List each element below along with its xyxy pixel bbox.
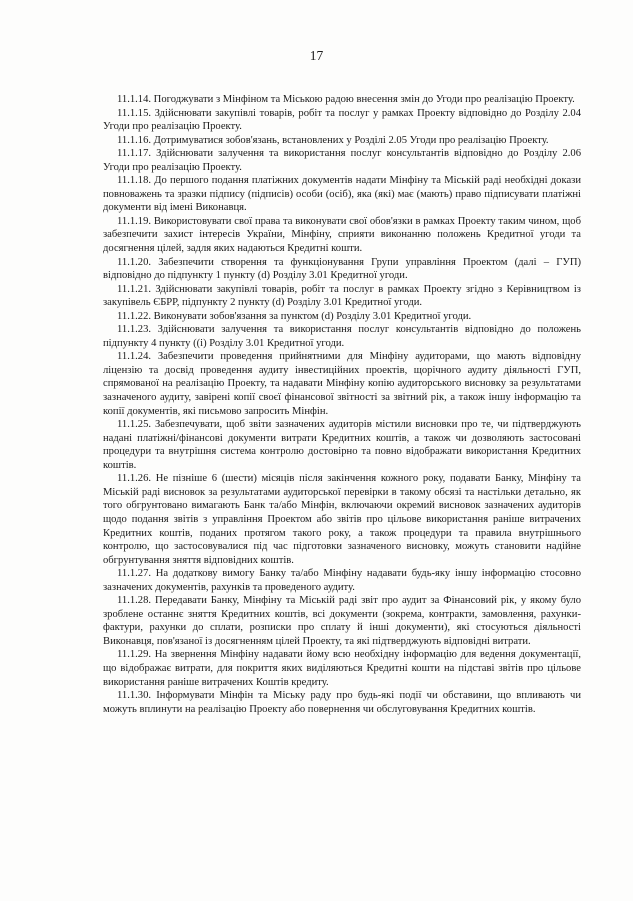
paragraph-11-1-15: 11.1.15. Здійснювати закупівлі товарів, робіт та послуг у рамках Проекту відповідно до Розділу 2.04 Угоди про реалізацію Проекту. <box>103 107 581 133</box>
paragraph-11-1-29: 11.1.29. На звернення Мінфіну надавати йому всю необхідну інформацію для ведення документації, що відображає витрати, для покриття яких виділяються Кредитні кошти на підставі звітів про цільове використання раніше витрачених Коштів кредиту. <box>103 649 581 688</box>
paragraph-11-1-18: 11.1.18. До першого подання платіжних документів надати Мінфіну та Міській раді необхідні докази повноважень та зразки підпису (підписів) особи (осіб), яка (які) має (мають) право підписувати платіжні документи від імені Виконавця. <box>103 175 581 214</box>
page-number: 17 <box>309 48 324 63</box>
paragraph-11-1-26: 11.1.26. Не пізніше 6 (шести) місяців після закінчення кожного року, подавати Банку, Мінфіну та Міській раді висновок за результатами аудиторської перевірки в такому обсязі та настільки детально, як того обгрунтовано вимагають Банк та/або Мінфін, включаючи окремий висновок зазначених аудиторів щодо подання звітів з управління Проектом або звітів про цільове використання раніше витрачених Кредитних коштів, поданих протягом такого року, а також процедури та правила внутрішнього контролю, що застосовувалися під час підготовки зазначеного висновку, можуть становити надійне обгрунтування зняття відповідних коштів. <box>103 473 581 566</box>
paragraph-11-1-23: 11.1.23. Здійснювати залучення та використання послуг консультантів відповідно до положень підпункту 4 пункту ((і) Розділу 3.01 Кредитної угоди. <box>103 324 581 349</box>
paragraph-11-1-20: 11.1.20. Забезпечити створення та функціонування Групи управління Проектом (далі – ГУП) відповідно до підпункту 1 пункту (d) Розділу 3.01 Кредитної угоди. <box>103 256 581 282</box>
paragraph-11-1-22: 11.1.22. Виконувати зобов'язання за пунктом (d) Розділу 3.01 Кредитної угоди. <box>117 310 472 322</box>
paragraph-11-1-14: 11.1.14. Погоджувати з Мінфіном та Міською радою внесення змін до Угоди про реалізацію Проекту. <box>117 94 575 105</box>
paragraph-11-1-17: 11.1.17. Здійснювати залучення та використання послуг консультантів відповідно до Розділу 2.06 Угоди про реалізацію Проекту. <box>103 148 581 173</box>
paragraph-11-1-27: 11.1.27. На додаткову вимогу Банку та/або Мінфіну надавати будь-яку іншу інформацію стосовно зазначених документів, рахунків та проведеного аудиту. <box>103 568 581 593</box>
paragraph-11-1-28: 11.1.28. Передавати Банку, Мінфіну та Міській раді звіт про аудит за Фінансовий рік, у якому було зроблене останнє зняття Кредитних коштів, всі документи (зокрема, контракти, замовлення, рахунки-фактури, рахунки до сплати, розписки про сплату й інші документи), які стосуються діяльності Виконавця, пов'язаної із досягненням цілей Проекту, та які підтверджують відповідні витрати. <box>103 595 581 647</box>
paragraph-11-1-24: 11.1.24. Забезпечити проведення прийнятними для Мінфіну аудиторами, що мають відповідну ліцензію та досвід проведення аудиту інвестиційних проектів, щорічного аудиту діяльності ГУП, спрямованої на реалізацію Проекту, та надавати Мінфіну копію аудиторського висновку за результатами зазначеного аудиту, завірені копії своєї фінансової звітності за звітний рік, а також іншу інформацію та копії документів, які письмово запросить Мінфін. <box>103 351 581 417</box>
paragraph-11-1-19: 11.1.19. Використовувати свої права та виконувати свої обов'язки в рамках Проекту таким чином, щоб забезпечити захист інтересів України, Мінфіну, сприяти виконанню положень Кредитної угоди та досягнення цілей, задля яких надаються Кредитні кошти. <box>103 215 581 255</box>
document-body <box>103 93 581 716</box>
paragraph-11-1-21: 11.1.21. Здійснювати закупівлі товарів, робіт та послуг в рамках Проекту згідно з Керівництвом із закупівель ЄБРР, підпункту 2 пункту (d) Розділу 3.01 Кредитної угоди. <box>103 283 581 309</box>
paragraph-11-1-25: 11.1.25. Забезпечувати, щоб звіти зазначених аудиторів містили висновки про те, чи підтверджують надані платіжні/фінансові документи витрати Кредитних коштів, а також чи дозволяють застосовані процедури та внутрішня система контролю достовірно та повно відображати використання Кредитних коштів. <box>103 419 581 471</box>
paragraph-11-1-16: 11.1.16. Дотримуватися зобов'язань, встановлених у Розділі 2.05 Угоди про реалізацію Проекту. <box>117 134 549 146</box>
paragraph-11-1-30: 11.1.30. Інформувати Мінфін та Міську раду про будь-які події чи обставини, що впливають чи можуть вплинути на реалізацію Проекту або повернення чи обслуговування Кредитних коштів. <box>103 690 581 715</box>
